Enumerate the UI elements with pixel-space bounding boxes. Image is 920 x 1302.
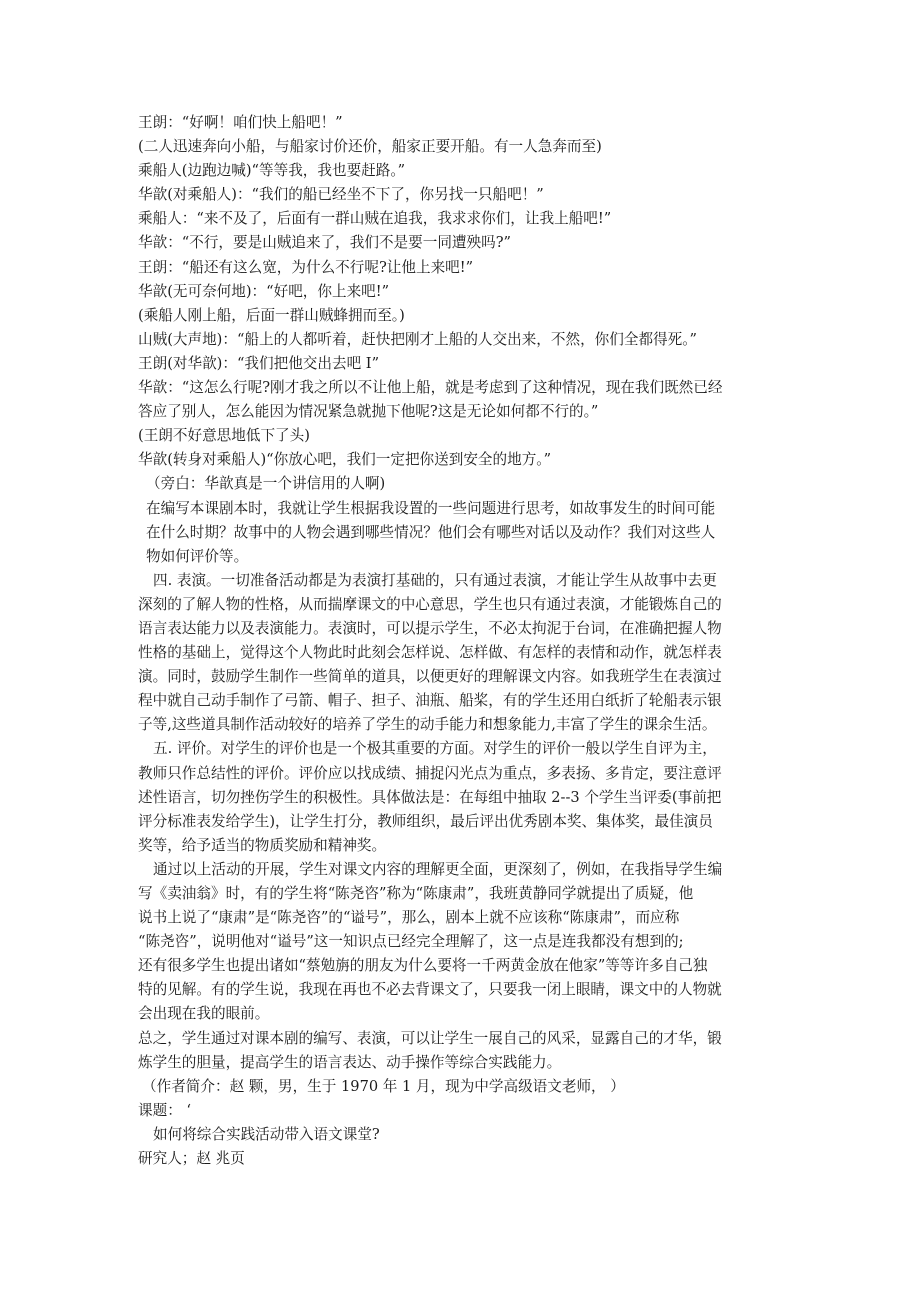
script-line: 王朗(对华歆)：“我们把他交出去吧 I” xyxy=(138,354,380,372)
script-line: 答应了别人，怎么能因为情况紧急就抛下他呢?这是无论如何都不行的。” xyxy=(138,403,599,421)
narration-line: （旁白：华歆真是一个讲信用的人啊) xyxy=(146,475,386,493)
paragraph-line: 总之，学生通过对课本剧的编写、表演，可以让学生一展自己的风采，显露自己的才华，锻 xyxy=(138,1029,722,1047)
author-bio-line: （作者简介：赵 颗，男，生于 1970 年 1 月，现为中学高级语文老师， ） xyxy=(142,1077,625,1095)
script-line: 乘船人：“来不及了，后面有一群山贼在追我，我求求你们，让我上船吧!” xyxy=(138,210,612,228)
paragraph-line: 写《卖油翁》时，有的学生将“陈尧咨”称为“陈康肃”，我班黄静同学就提出了质疑，他 xyxy=(138,885,694,902)
paragraph-line: 教师只作总结性的评价。评价应以找成绩、捕捉闪光点为重点，多表扬、多肯定，要注意评 xyxy=(138,764,722,782)
section-heading-line: 五. 评价。对学生的评价也是一个极其重要的方面。对学生的评价一般以学生自评为主， xyxy=(153,740,717,758)
script-line: 王朗：“船还有这么宽，为什么不行呢?让他上来吧!” xyxy=(138,258,474,276)
paragraph-line: 炼学生的胆量，提高学生的语言表达、动手操作等综合实践能力。 xyxy=(138,1053,562,1071)
paragraph-line: 物如何评价等。 xyxy=(146,547,249,565)
paragraph-line: 通过以上活动的开展，学生对课文内容的理解更全面，更深刻了，例如，在我指导学生编 xyxy=(153,860,723,878)
paragraph-line: 说书上说了“康肃”是“陈尧咨”的“谥号”，那么，剧本上就不应该称“陈康肃”，而应称 xyxy=(138,909,680,927)
document-body xyxy=(138,111,784,1171)
researcher-line: 研究人；赵 兆页 xyxy=(138,1150,245,1168)
paragraph-line: 特的见解。有的学生说，我现在再也不必去背课文了，只要我一闭上眼睛，课文中的人物就 xyxy=(138,981,722,999)
section-heading-line: 四. 表演。一切准备活动都是为表演打基础的，只有通过表演，才能让学生从故事中去更 xyxy=(153,571,717,589)
script-line: 华歆(对乘船人)：“我们的船已经坐不下了，你另找一只船吧！” xyxy=(138,186,544,204)
paragraph-line: 子等,这些道具制作活动较好的培养了学生的动手能力和想象能力,丰富了学生的课余生活。 xyxy=(138,716,717,734)
topic-label: 课题： ‘ xyxy=(138,1101,192,1119)
paragraph-line: 程中就自己动手制作了弓箭、帽子、担子、油瓶、船桨，有的学生还用白纸折了轮船表示银 xyxy=(138,692,722,710)
paragraph-line: 深刻的了解人物的性格，从而揣摩课文的中心意思，学生也只有通过表演，才能锻炼自己的 xyxy=(138,595,722,613)
topic-title: 如何将综合实践活动带入语文课堂? xyxy=(153,1125,380,1143)
paragraph-line: 在什么时期？故事中的人物会遇到哪些情况？他们会有哪些对话以及动作？我们对这些人 xyxy=(146,523,716,541)
paragraph-line: 还有很多学生也提出诸如“蔡勉旃的朋友为什么要将一千两黄金放在他家”等等许多自己独 xyxy=(138,957,708,975)
paragraph-line: 演。同时，鼓励学生制作一些简单的道具，以便更好的理解课文内容。如我班学生在表演过 xyxy=(138,668,722,686)
stage-direction: (王朗不好意思地低下了头) xyxy=(138,427,310,445)
script-line: 华歆(转身对乘船人)“你放心吧，我们一定把你送到安全的地方。” xyxy=(138,451,552,469)
stage-direction: (二人迅速奔向小船，与船家讨价还价，船家正要开船。有一人急奔而至) xyxy=(138,138,602,156)
script-line: 王朗：“好啊！咱们快上船吧！” xyxy=(138,114,343,131)
paragraph-line: 述性语言，切勿挫伤学生的积极性。具体做法是：在每组中抽取 2--3 个学生当评委(事前把 xyxy=(138,788,722,806)
paragraph-line: “陈尧咨”，说明他对“谥号”这一知识点已经完全理解了，这一点是连我都没有想到的; xyxy=(138,933,684,951)
paragraph-line: 性格的基础上，觉得这个人物此时此刻会怎样说、怎样做、有怎样的表情和动作，就怎样表 xyxy=(138,644,722,662)
paragraph-line: 奖等，给予适当的物质奖励和精神奖。 xyxy=(138,836,387,854)
stage-direction: (乘船人刚上船，后面一群山贼蜂拥而至。) xyxy=(138,306,405,324)
script-line: 华歆：“不行，要是山贼追来了，我们不是要一同遭殃吗?” xyxy=(138,234,511,252)
script-line: 华歆：“这怎么行呢?刚才我之所以不让他上船，就是考虑到了这种情况，现在我们既然已经 xyxy=(138,379,723,397)
paragraph-line: 会出现在我的眼前。 xyxy=(138,1005,270,1023)
script-line: 乘船人(边跑边喊)“等等我，我也要赶路。” xyxy=(138,162,406,180)
paragraph-line: 语言表达能力以及表演能力。表演时，可以提示学生，不必太拘泥于台词，在准确把握人物 xyxy=(138,619,722,637)
paragraph-line: 评分标准表发给学生)，让学生打分，教师组织，最后评出优秀剧本奖、集体奖，最佳演员 xyxy=(138,812,713,830)
paragraph-line: 在编写本课剧本时，我就让学生根据我设置的一些问题进行思考，如故事发生的时间可能 xyxy=(146,499,716,517)
script-line: 华歆(无可奈何地)：“好吧，你上来吧!” xyxy=(138,282,390,300)
script-line: 山贼(大声地)：“船上的人都听着，赶快把刚才上船的人交出来，不然，你们全都得死。” xyxy=(138,330,697,348)
